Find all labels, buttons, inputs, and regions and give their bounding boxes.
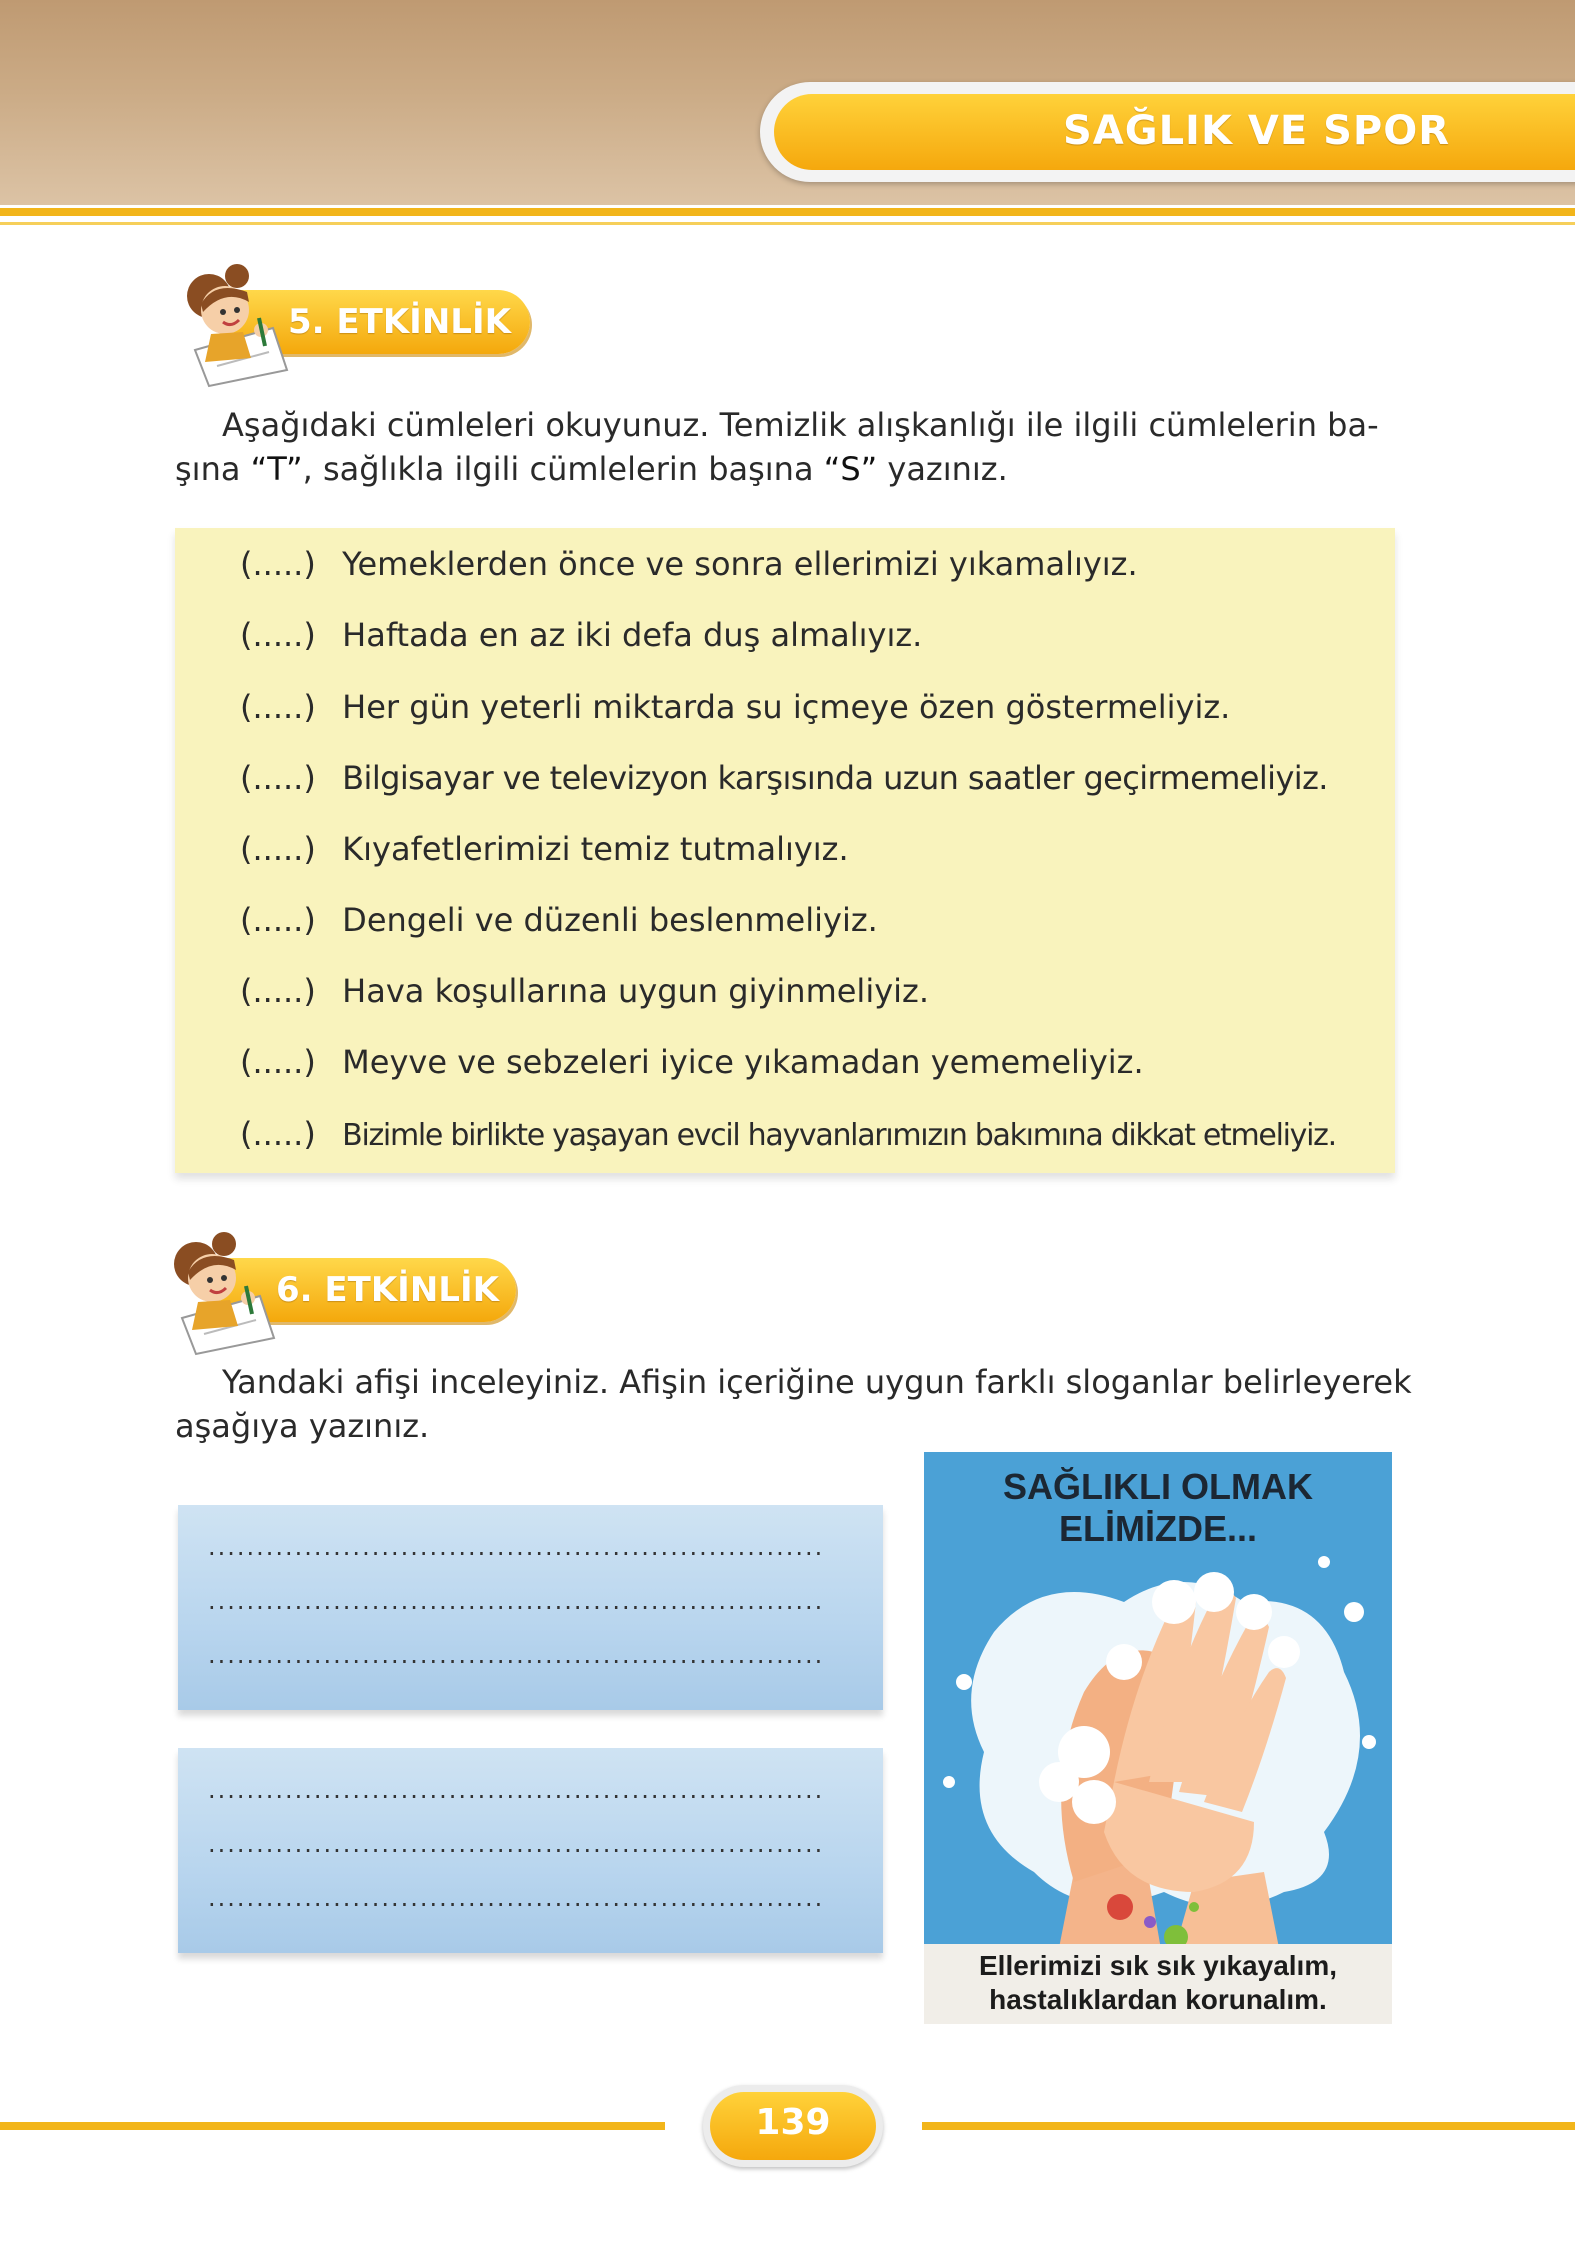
statement-item: (.....) Bizimle birlikte yaşayan evcil hayvanlarımızın bakımına dikkat etmeliyiz. [240, 1115, 1336, 1153]
dotted-write-line[interactable]: ................................................................ [208, 1776, 825, 1804]
footer-divider-right [922, 2122, 1575, 2130]
statement-item: (.....) Kıyafetlerimizi temiz tutmalıyız. [240, 830, 849, 868]
statement-item: (.....) Haftada en az iki defa duş almalıyız. [240, 616, 923, 654]
answer-blank[interactable]: (.....) [240, 830, 316, 868]
answer-blank[interactable]: (.....) [240, 759, 316, 797]
poster-title-line2: ELİMİZDE... [1059, 1508, 1257, 1549]
answer-blank[interactable]: (.....) [240, 616, 316, 654]
activity-5-instruction-line1: Aşağıdaki cümleleri okuyunuz. Temizlik alışkanlığı ile ilgili cümlelerin ba- [222, 406, 1379, 444]
activity-5-instruction-line2: şına “T”, sağlıkla ilgili cümlelerin başına “S” yazınız. [175, 450, 1008, 488]
slogan-answer-box [178, 1748, 883, 1953]
header-divider-thin [0, 222, 1575, 225]
girl-writing-icon [165, 258, 295, 388]
activity-5-title: 5. ETKİNLİK [288, 302, 511, 342]
chapter-title: SAĞLIK VE SPOR [1062, 108, 1450, 154]
statement-item: (.....) Hava koşullarına uygun giyinmeliyiz. [240, 972, 929, 1010]
statement-item: (.....) Yemeklerden önce ve sonra ellerimizi yıkamalıyız. [240, 545, 1138, 583]
handwashing-poster [924, 1452, 1392, 2024]
slogan-answer-box [178, 1505, 883, 1710]
footer-divider-left [0, 2122, 665, 2130]
statement-item: (.....) Dengeli ve düzenli beslenmeliyiz. [240, 901, 878, 939]
answer-blank[interactable]: (.....) [240, 972, 316, 1010]
poster-caption-line1: Ellerimizi sık sık yıkayalım, [979, 1950, 1337, 1981]
activity-6-instruction-line1: Yandaki afişi inceleyiniz. Afişin içeriğine uygun farklı sloganlar belirleyerek [222, 1363, 1412, 1401]
dotted-write-line[interactable]: ................................................................ [208, 1641, 825, 1669]
statement-item: (.....) Bilgisayar ve televizyon karşısında uzun saatler geçirmemeliyiz. [240, 759, 1328, 797]
answer-blank[interactable]: (.....) [240, 545, 316, 583]
dotted-write-line[interactable]: ................................................................ [208, 1884, 825, 1912]
answer-blank[interactable]: (.....) [240, 1043, 316, 1081]
girl-writing-icon [152, 1226, 282, 1356]
dotted-write-line[interactable]: ................................................................ [208, 1587, 825, 1615]
page-number-pill [703, 2085, 883, 2167]
poster-title-line1: SAĞLIKLI OLMAK [1003, 1466, 1313, 1507]
activity-6-instruction-line2: aşağıya yazınız. [175, 1407, 430, 1445]
dotted-write-line[interactable]: ................................................................ [208, 1533, 825, 1561]
statement-item: (.....) Her gün yeterli miktarda su içmeye özen göstermeliyiz. [240, 688, 1231, 726]
answer-blank[interactable]: (.....) [240, 901, 316, 939]
statements-box [175, 528, 1395, 1173]
dotted-write-line[interactable]: ................................................................ [208, 1830, 825, 1858]
answer-blank[interactable]: (.....) [240, 688, 316, 726]
activity-6-title: 6. ETKİNLİK [276, 1270, 499, 1310]
poster-caption-line2: hastalıklardan korunalım. [989, 1984, 1327, 2015]
letter-s: “S” [823, 450, 878, 488]
answer-blank[interactable]: (.....) [240, 1115, 316, 1153]
header-divider [0, 208, 1575, 216]
statement-item: (.....) Meyve ve sebzeleri iyice yıkamadan yememeliyiz. [240, 1043, 1144, 1081]
letter-t: “T” [250, 450, 303, 488]
page-number: 139 [755, 2102, 831, 2143]
chapter-title-pill [760, 82, 1575, 182]
